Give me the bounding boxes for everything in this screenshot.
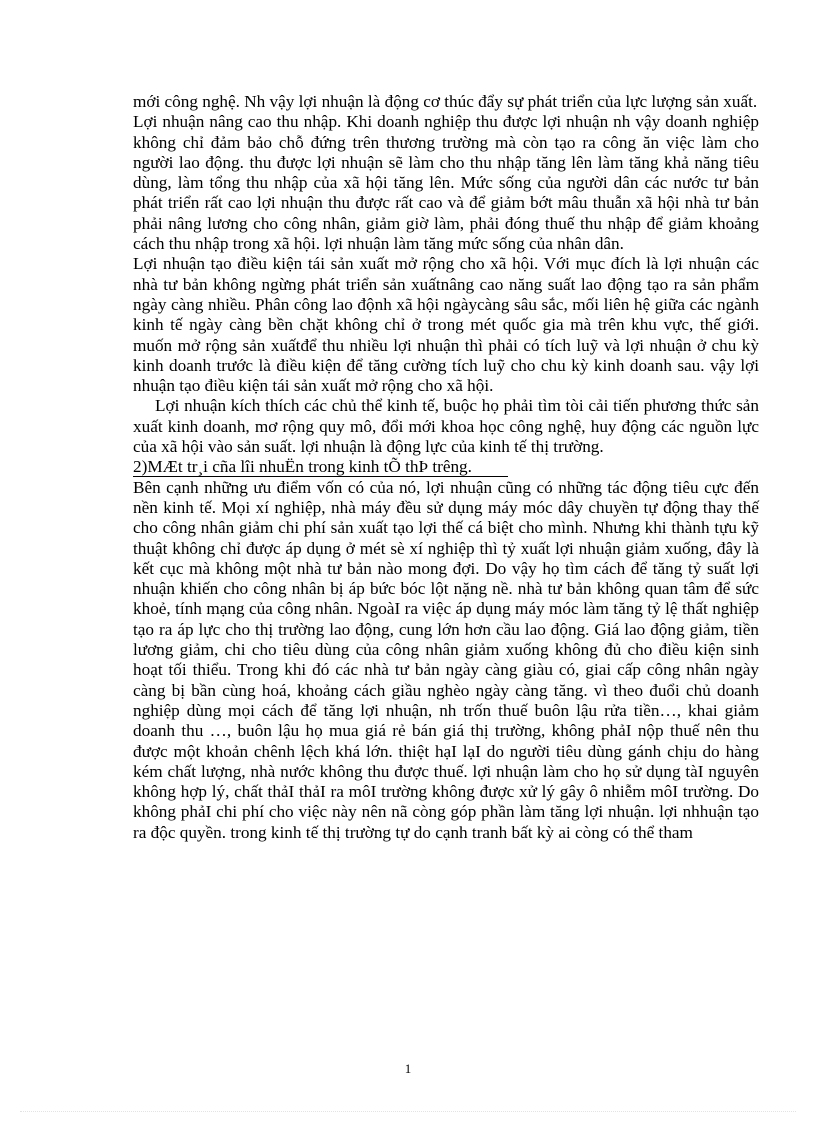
paragraph-income: Lợi nhuận nâng cao thu nhập. Khi doanh nghiệp thu được lợi nhuận nh vậy doanh nghiệp không chỉ đảm bảo chỗ đứng trên thương trường mà còn tạo ra công ăn việc làm cho người lao động. thu được lợi nhuận sẽ làm cho thu nhập tăng lên làm tăng khả năng tiêu dùng, làm tổng thu nhập của xã hội tăng lên. Mức sống của người dân các nước tư bản phát triển rất cao lợi nhuận thu được rất cao và để giảm bớt mâu thuẫn xã hội nhà tư bản phải nâng lương cho công nhân, giảm giờ làm, phải đóng thuế thu nhập để giảm khoảng cách thu nhập trong xã hội. lợi nhuận làm tăng mức sống của nhân dân. — [133, 112, 759, 254]
section-heading-text: 2)MÆt tr¸i cña lîi nhuËn trong kinh tÕ thÞ trêng. — [133, 457, 508, 477]
paragraph-productive-forces: mới công nghệ. Nh vậy lợi nhuận là động cơ thúc đẩy sự phát triển của lực lượng sản xuất. — [133, 92, 758, 111]
page-number: 1 — [404, 1061, 412, 1076]
paragraph-negative-effects: Bên cạnh những ưu điểm vốn có của nó, lợi nhuận cũng có những tác động tiêu cực đến nền kinh tế. Mọi xí nghiệp, nhà máy đều sử dụng máy móc dây chuyền tự động thay thế cho công nhân giảm chi phí sản xuất tạo lợi thế cá biệt cho mình. Nhưng khi thành tựu kỹ thuật không chỉ được áp dụng ở mét sè xí nghiệp thì tỷ xuất lợi nhuận giảm xuống, đây là kết cục mà không một nhà tư bản nào mong đợi. Do vậy họ tìm cách để tăng tỷ suất lợi nhuận khiến cho công nhân bị áp bức bóc lột nặng nề. nhà tư bản không quan tâm để sức khoẻ, tính mạng của công nhân. NgoàI ra việc áp dụng máy móc làm tăng tỷ lệ thất nghiệp tạo ra áp lực cho thị trường lao động, cung lớn hơn cầu lao động. Giá lao động giảm, tiền lương giảm, chi cho tiêu dùng của công nhân giảm xuống không đủ cho điều kiện sinh hoạt tối thiểu. Trong khi đó các nhà tư bản ngày càng giàu có, giai cấp công nhân ngày càng bị bần cùng hoá, khoảng cách giầu nghèo ngày càng tăng. vì theo đuổi chủ doanh nghiệp dùng mọi cách để tăng lợi nhuận, nh trốn thuế buôn lậu rửa tiền…, khai giảm doanh thu …, buôn lậu họ mua giá rẻ bán giá thị trường, không phảI nộp thuế nên thu được một khoản chênh lệch khá lớn. thiệt hạI lạI do người tiêu dùng gánh chịu do hàng kém chất lượng, nhà nước không thu được thuế. lợi nhuận làm cho họ sử dụng tàI nguyên không hợp lý, chất thảI thảI ra môI trường không được xử lý gây ô nhiễm môI trường. Do không phảI chi phí cho việc này nên nã còng góp phần làm tăng lợi nhuận. lợi nhhuận tạo ra độc quyền. trong kinh tế thị trường tự do cạnh tranh bất kỳ ai còng có thể tham — [133, 477, 759, 842]
paragraph-incentive: Lợi nhuận kích thích các chủ thể kinh tế, buộc họ phải tìm tòi cải tiến phương thức sản xuất kinh doanh, mơ rộng quy mô, đổi mới khoa học công nghệ, huy động các nguồn lực của xã hội vào sản suất. lợi nhuận là động lực của kinh tế thị trường. — [133, 396, 759, 457]
footer-divider — [20, 1111, 796, 1112]
paragraph-reproduction: Lợi nhuận tạo điều kiện tái sản xuất mở rộng cho xã hội. Với mục đích là lợi nhuận các nhà tư bản không ngừng phát triển sản xuấtnâng cao năng suất lao động tạo ra sản phẩm ngày càng nhiều. Phân công lao độnh xã hội ngàycàng sâu sắc, mối liên hệ giữa các ngành kinh tế ngày càng bền chặt không chỉ ở trong mét quốc gia mà trên khu vực, thế giới. muốn mở rộng sản xuấtđể thu nhiều lợi nhuận thì phải có tích luỹ và lợi nhuận ở chu kỳ kinh doanh trước là điều kiện để tăng cường tích luỹ cho chu kỳ kinh doanh sau. vậy lợi nhuận tạo điều kiện tái sản xuất mở rộng cho xã hội. — [133, 254, 759, 396]
document-body — [133, 92, 759, 843]
section-heading — [133, 457, 759, 477]
